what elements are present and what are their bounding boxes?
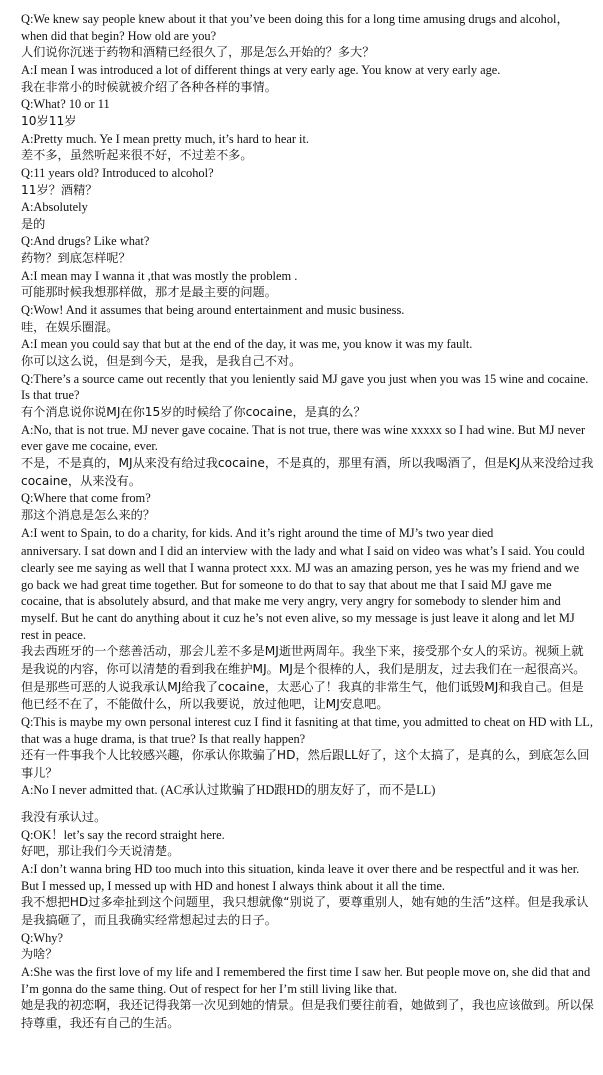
translation-line: 是的	[21, 216, 46, 231]
question-line: Q:Where that come from?	[21, 491, 151, 506]
answer-line: A:I mean you could say that but at the end of the day, it was me, you know it was my fault.	[21, 337, 473, 352]
translation-line: 我在非常小的时候就被介绍了各种各样的事情。	[21, 79, 277, 94]
answer-line: A:I mean I was introduced a lot of different things at very early age. You know at very early age.	[21, 63, 501, 77]
translation-line: 11岁？酒精？	[21, 182, 98, 197]
question-line: Q:This is maybe my own personal interest cuz I find it fasniting at that time, you admitted to cheat on HD with LL, that was a huge drama, is that true? Is that really happen?	[21, 714, 593, 746]
answer-line: A:I don’t wanna bring HD too much into this situation, kinda leave it over there and be respectful and it was her. But I messed up, I messed up with HD and honest I always think about it all the time.	[21, 862, 580, 893]
translation-line: 10岁11岁	[21, 114, 77, 128]
answer-continuation: anniversary. I sat down and I did an interview with the lady and what I said on video was what’s I said. You could clearly see me saying as well that I wanna protect xxx. MJ was an amazing person, yes he was my friend and we go back we had great time together. But for someone to do that to say that about me that I said MJ gave me cocaine, that is absolutely absurd, and that make me very angry, very angry for somebody to slender him and myself. But he cant do anything about it cuz he’s not even alive, so my message is just leave it along and let MJ rest in peace.	[21, 544, 585, 642]
translation-line: 药物？到底怎样呢？	[21, 251, 131, 266]
translation-line: 差不多，虽然听起来很不好，不过差不多。	[21, 148, 253, 163]
answer-line: A:No I never admitted that. (AC承认过欺骗了HD跟HD的朋友好了，而不是LL)	[21, 783, 436, 798]
translation-line: 不是，不是真的，MJ从来没有给过我cocaine，不是真的，那里有酒，所以我喝酒了，但是KJ从来没给过我cocaine，从来没有。	[21, 456, 594, 488]
translation-line: 有个消息说你说MJ在你15岁的时候给了你cocaine，是真的么？	[21, 405, 366, 420]
answer-line: A:I mean may I wanna it ,that was mostly the problem .	[21, 268, 298, 283]
answer-line: A:I went to Spain, to do a charity, for kids. And it’s right around the time of MJ’s two year died	[21, 525, 494, 540]
translation-line: 我去西班牙的一个慈善活动，那会儿差不多是MJ逝世两周年。我坐下来，接受那个女人的采访。视频上就是我说的内容，你可以清楚的看到我在维护MJ。MJ是个很棒的人，我们是朋友，过去我们在一起很高兴。但是那些可恶的人说我承认MJ给我了cocaine，太恶心了！我真的非常生气，他们诋毁MJ和我自己。但是他已经不在了，不能做什么，所以我要说，放过他吧，让MJ安息吧。	[21, 644, 586, 712]
question-line: Q:There’s a source came out recently that you leniently said MJ gave you just when you was 15 wine and cocaine. Is that true?	[21, 371, 589, 403]
answer-line: A:Absolutely	[21, 200, 88, 215]
translation-line: 为啥？	[21, 947, 58, 962]
translation-line: 你可以这么说，但是到今天，是我，是我自己不对。	[21, 354, 302, 369]
question-line: Q:And drugs? Like what?	[21, 234, 150, 249]
answer-line: A:She was the first love of my life and I remembered the first time I saw her. But people move on, she did that and I’m gonna do the same thing. Out of respect for her I’m still living like that.	[21, 964, 591, 996]
question-line: Q:OK！let’s say the record straight here.	[21, 827, 225, 842]
question-line: Q:What? 10 or 11	[21, 97, 110, 112]
translation-line: 人们说你沉迷于药物和酒精已经很久了，那是怎么开始的？多大？	[21, 45, 375, 60]
question-line: Q:11 years old? Introduced to alcohol?	[21, 165, 214, 180]
answer-line: A:No, that is not true. MJ never gave cocaine. That is not true, there was wine xxxxx so I had wine. But MJ never ever gave me cocaine, ever.	[21, 422, 586, 454]
translation-line: 可能那时候我想那样做，那才是最主要的问题。	[21, 285, 277, 300]
translation-line: 还有一件事我个人比较感兴趣，你承认你欺骗了HD，然后跟LL好了，这个太搞了，是真的么，到底怎么回事儿？	[21, 748, 590, 780]
translation-line: 我没有承认过。	[21, 810, 107, 825]
question-line: Q:Why?	[21, 930, 63, 945]
translation-line: 那这个消息是怎么来的？	[21, 507, 156, 522]
question-line: Q:Wow! And it assumes that being around entertainment and music business.	[21, 303, 405, 318]
translation-line: 她是我的初恋啊，我还记得我第一次见到她的情景。但是我们要往前看，她做到了，我也应该做到。所以保持尊重，我还有自己的生活。	[21, 998, 594, 1030]
translation-line: 好吧，那让我们今天说清楚。	[21, 844, 180, 859]
question-line: Q:We knew say people knew about it that you’ve been doing this for a long time amusing drugs and alcohol，when did that begin? How old are you?	[21, 12, 569, 43]
translation-line: 哇，在娱乐圈混。	[21, 319, 119, 334]
translation-line: 我不想把HD过多牵扯到这个问题里，我只想就像“别说了，要尊重别人，她有她的生活”这样。但是我承认是我搞砸了，而且我确实经常想起过去的日子。	[21, 895, 589, 928]
answer-line: A:Pretty much. Ye I mean pretty much, it’s hard to hear it.	[21, 131, 310, 146]
